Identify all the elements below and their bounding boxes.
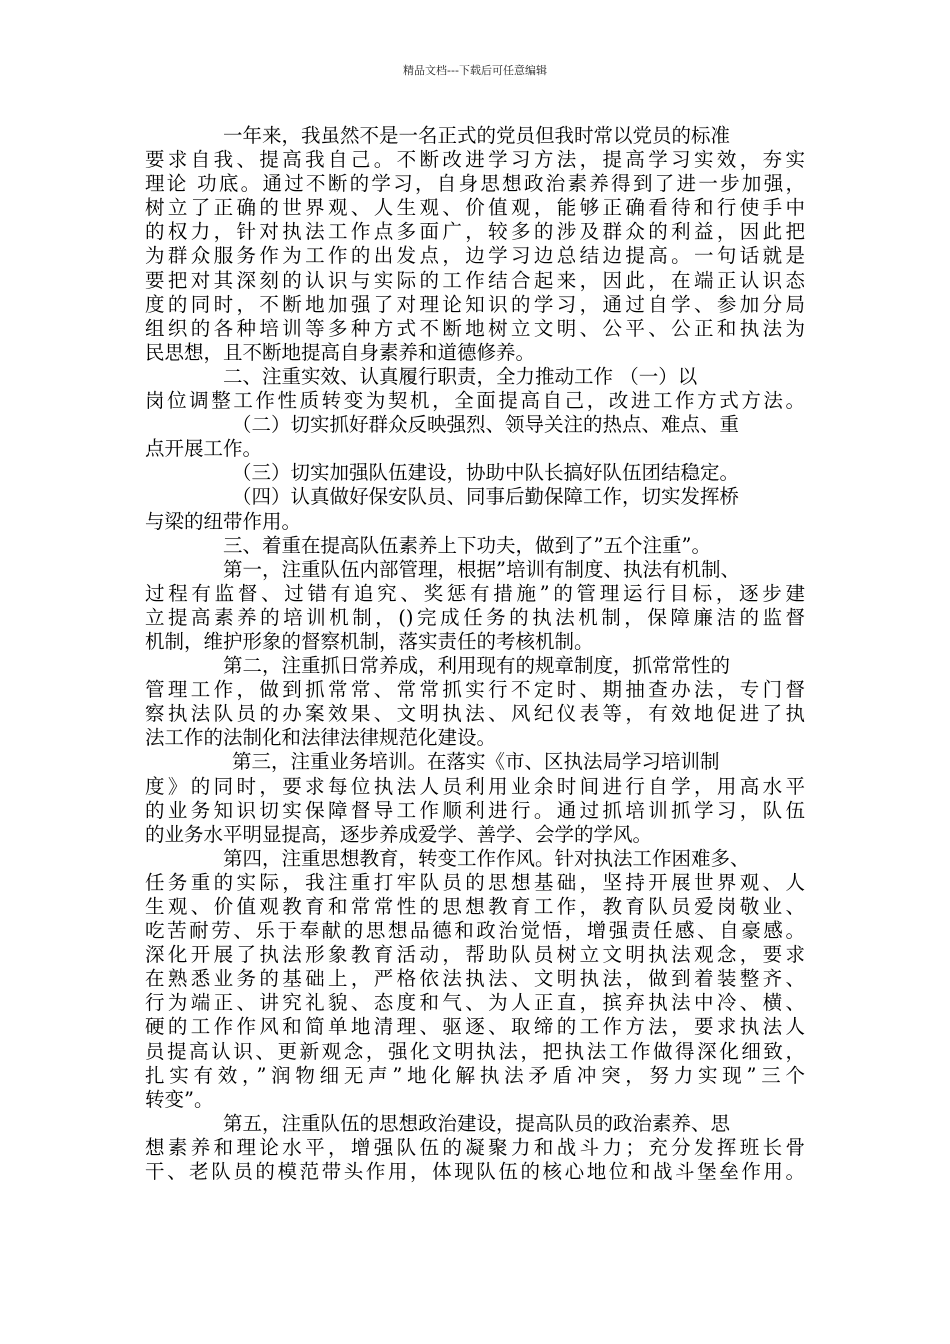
text-line: 法工作的法制化和法律法律规范化建设。 [145,726,497,750]
document-body [145,124,805,1184]
text-line: 树立了正确的世界观、人生观、价值观，能够正确看待和行使手中 [145,196,805,220]
text-line: 想素养和理论水平，增强队伍的凝聚力和战斗力；充分发挥班长骨 [145,1135,805,1159]
text-line: 与梁的纽带作用。 [145,509,302,533]
text-line: 的业务知识切实保障督导工作顺利进行。通过抓培训抓学习，队伍 [145,798,805,822]
text-line: 度》的同时，要求每位执法人员利用业余时间进行自学，用高水平 [145,774,805,798]
text-line: 第一，注重队伍内部管理，根据”培训有制度、执法有机制、 [223,557,740,581]
text-line: （二）切实抓好群众反映强烈、领导关注的热点、难点、重 [232,413,740,437]
text-line: 一年来，我虽然不是一名正式的党员但我时常以党员的标准 [223,124,731,147]
text-line: 行为端正、讲究礼貌、态度和气、为人正直，摈弃执法中冷、横、 [145,991,805,1015]
text-line: 民思想，且不断地提高自身素养和道德修养。 [145,340,536,364]
text-line: 三、着重在提高队伍素养上下功夫，做到了”五个注重”。 [223,533,711,557]
text-line: 立提高素养的培训机制，()完成任务的执法机制，保障廉洁的监督 [145,605,805,629]
text-line: 的业务水平明显提高，逐步养成爱学、善学、会学的学风。 [145,822,653,846]
text-line: 管理工作，做到抓常常、常常抓实行不定时、期抽查办法，专门督 [145,678,805,702]
text-line: 组织的各种培训等多种方式不断地树立文明、公平、公正和执法为 [145,316,805,340]
text-line: 生观、价值观教育和常常性的思想教育工作，教育队员爱岗敬业、 [145,895,805,918]
text-line: （三）切实加强队伍建设，协助中队长搞好队伍团结稳定。 [232,461,740,485]
text-line: 要把对其深刻的认识与实际的工作结合起来，因此，在端正认识态 [145,268,805,292]
text-line: 岗位调整工作性质转变为契机，全面提高自己，改进工作方式方法。 [145,389,805,413]
text-line: 第三，注重业务培训。在落实《市、区执法局学习培训制 [232,750,720,774]
text-line: 深化开展了执法形象教育活动，帮助队员树立文明执法观念，要求 [145,943,805,967]
text-line: 第二，注重抓日常养成，利用现有的规章制度，抓常常性的 [223,654,731,678]
text-line: 二、注重实效、认真履行职责，全力推动工作 （一）以 [223,364,698,388]
text-line: 在熟悉业务的基础上，严格依法执法、文明执法，做到着装整齐、 [145,967,805,991]
text-line: 员提高认识、更新观念，强化文明执法，把执法工作做得深化细致， [145,1039,805,1063]
text-line: （四）认真做好保安队员、同事后勤保障工作，切实发挥桥 [232,485,740,509]
text-line: 点开展工作。 [145,437,263,461]
text-line: 理论 功底。通过不断的学习，自身思想政治素养得到了进一步加强， [145,172,805,196]
text-line: 任务重的实际，我注重打牢队员的思想基础，坚持开展世界观、人 [145,870,805,894]
text-line: 第四，注重思想教育，转变工作作风。针对执法工作困难多、 [223,846,750,870]
text-line: 机制，维护形象的督察机制，落实责任的考核机制。 [145,629,594,653]
text-line: 硬的工作作风和简单地清理、驱逐、取缔的工作方法，要求执法人 [145,1015,805,1039]
text-line: 察执法队员的办案效果、文明执法、风纪仪表等，有效地促进了执 [145,702,805,726]
text-line: 要求自我、提高我自己。不断改进学习方法，提高学习实效，夯实 [145,148,805,172]
text-line: 吃苦耐劳、乐于奉献的思想品德和政治觉悟，增强责任感、自豪感。 [145,919,805,943]
text-line: 扎实有效，”润物细无声”地化解执法矛盾冲突，努力实现”三个 [145,1063,805,1087]
text-line: 过程有监督、过错有追究、奖惩有措施”的管理运行目标，逐步建 [145,581,805,605]
text-line: 转变”。 [145,1087,214,1111]
text-line: 干、老队员的模范带头作用，体现队伍的核心地位和战斗堡垒作用。 [145,1160,805,1184]
page-header: 精品文档---下载后可任意编辑 [403,64,547,77]
text-line: 的权力，针对执法工作点多面广，较多的涉及群众的利益，因此把 [145,220,805,244]
text-line: 第五，注重队伍的思想政治建设，提高队员的政治素养、思 [223,1111,731,1135]
text-line: 为群众服务作为工作的出发点，边学习边总结边提高。一句话就是 [145,244,805,268]
text-line: 度的同时，不断地加强了对理论知识的学习，通过自学、参加分局 [145,292,805,316]
